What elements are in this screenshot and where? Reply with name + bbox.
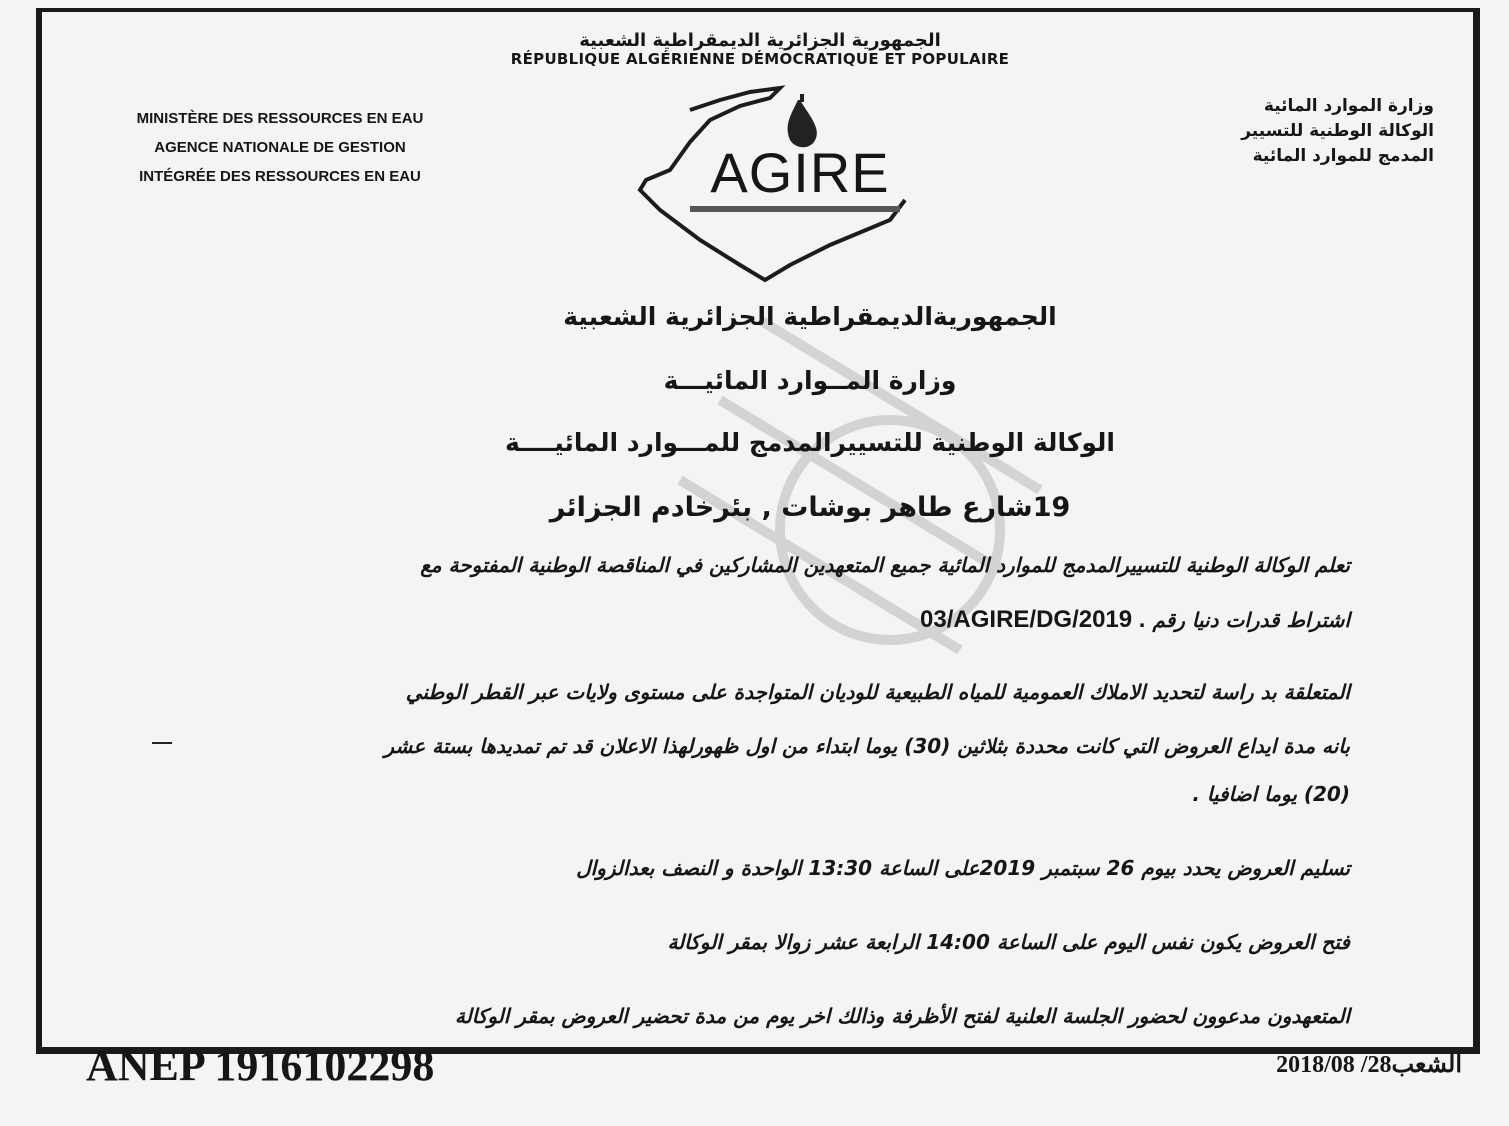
header-left-line: MINISTÈRE DES RESSOURCES EN EAU [136,110,424,127]
title-address: 19شارع طاهر بوشات , بئرخادم الجزائر [549,492,1071,523]
header-right-line: وزارة الموارد المائية [1263,96,1434,116]
logo-text: AGIRE [710,141,890,204]
header-french-republic: RÉPUBLIQUE ALGÉRIENNE DÉMOCRATIQUE ET POPULAIRE [510,50,1010,68]
header-right-line: الوكالة الوطنية للتسيير [1241,121,1434,141]
body-paragraph-3: بانه مدة ايداع العروض التي كانت محددة بثلاثين (30) يوما ابتداء من اول ظهورلهذا الاعلان قد تم تمديدها بستة عشر [384,734,1350,758]
body-paragraph-2: المتعلقة بد راسة لتحديد الاملاك العمومية للمياه الطبيعية للوديان المتواجدة على مستوى ولايات عبر القطر الوطني [405,680,1350,704]
body-paragraph-4: تسليم العروض يحدد بيوم 26 سبتمبر 2019على الساعة 13:30 الواحدة و النصف بعدالزوال [576,856,1350,880]
header-arabic-republic: الجمهورية الجزائرية الديمقراطية الشعبية [579,30,941,51]
body-paragraph-3b: (20) يوما اضافيا . [1192,782,1350,806]
body-paragraph-1b [160,606,1350,634]
title-agency: الوكالة الوطنية للتسييرالمدمج للمـــوارد المائيــــة [504,428,1115,457]
header-ministry-french [100,104,460,191]
source-date: الشعب28/ 2018/08 [1276,1052,1462,1078]
tender-reference: 03/AGIRE/DG/2019 . [920,606,1146,633]
title-republic: الجمهوريةالديمقراطية الجزائرية الشعبية [563,302,1057,331]
body-paragraph-5: فتح العروض يكون نفس اليوم على الساعة 14:00 الرابعة عشر زوالا بمقر الوكالة [667,930,1350,954]
body-paragraph-1: تعلم الوكالة الوطنية للتسييرالمدمج للموارد المائية جميع المتعهدين المشاركين في المناقصة الوطنية المفتوحة مع [420,553,1350,577]
body-paragraph-6: المتعهدون مدعوون لحضور الجلسة العلنية لفتح الأظرفة وذالك اخر يوم من مدة تحضير العروض بمقر الوكالة [454,1004,1350,1028]
anep-reference: ANEP 1916102298 [86,1041,435,1090]
body-text: اشتراط قدرات دنيا رقم [1152,608,1350,632]
title-ministry: وزارة المــوارد المائيـــة [663,366,957,395]
header-ministry-arabic [1180,94,1434,169]
header-right-line: المدمج للموارد المائية [1252,146,1434,166]
header-left-line: AGENCE NATIONALE DE GESTION [154,139,406,156]
margin-dash [152,742,172,744]
header-left-line: INTÉGRÉE DES RESSOURCES EN EAU [139,168,421,185]
